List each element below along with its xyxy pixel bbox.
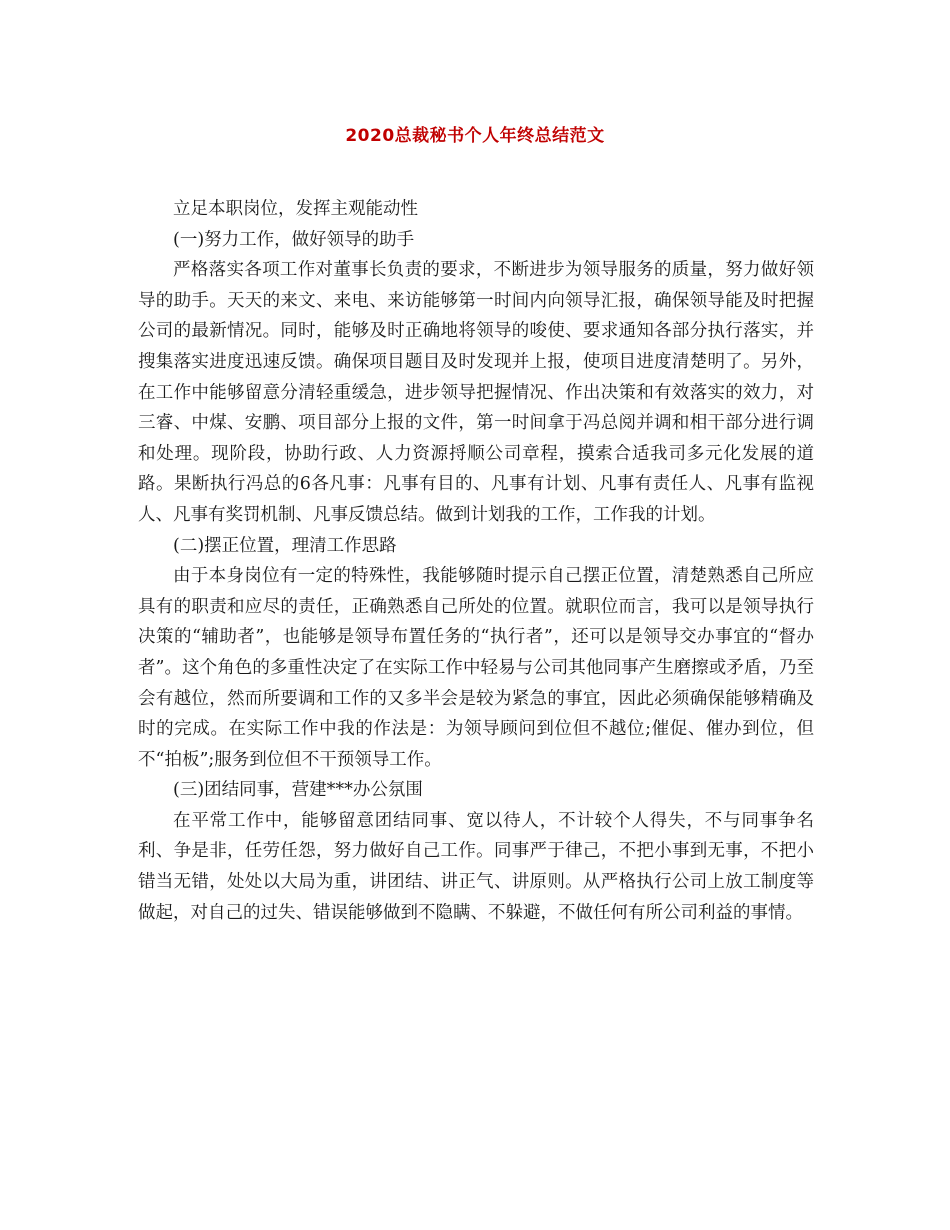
document-body xyxy=(138,194,814,928)
body-paragraph: 由于本身岗位有一定的特殊性，我能够随时提示自己摆正位置，清楚熟悉自己所应具有的职责和应尽的责任，正确熟悉自己所处的位置。就职位而言，我可以是领导执行决策的“辅助者”，也能够是领导布置任务的“执行者”，还可以是领导交办事宜的“督办者”。这个角色的多重性决定了在实际工作中轻易与公司其他同事产生磨擦或矛盾，乃至会有越位，然而所要调和工作的又多半会是较为紧急的事宜，因此必须确保能够精确及时的完成。在实际工作中我的作法是：为领导顾问到位但不越位;催促、催办到位，但不“拍板”;服务到位但不干预领导工作。 xyxy=(138,566,814,770)
document-title: 2020总裁秘书个人年终总结范文 xyxy=(345,126,605,146)
subsection-heading: (一)努力工作，做好领导的助手 xyxy=(173,229,415,250)
section-heading: 立足本职岗位，发挥主观能动性 xyxy=(173,199,418,219)
subsection-heading: (三)团结同事，营建***办公氛围 xyxy=(173,780,423,801)
subsection-heading: (二)摆正位置，理清工作思路 xyxy=(173,535,397,556)
body-paragraph: 严格落实各项工作对董事长负责的要求，不断进步为领导服务的质量，努力做好领导的助手。天天的来文、来电、来访能够第一时间内向领导汇报，确保领导能及时把握公司的最新情况。同时，能够及时正确地将领导的唆使、要求通知各部分执行落实，并搜集落实进度迅速反馈。确保项目题目及时发现并上报，使项目进度清楚明了。另外，在工作中能够留意分清轻重缓急，进步领导把握情况、作出决策和有效落实的效力，对三睿、中煤、安鹏、项目部分上报的文件，第一时间拿于冯总阅并调和相干部分进行调和处理。现阶段，协助行政、人力资源捋顺公司章程，摸索合适我司多元化发展的道路。果断执行冯总的6各凡事：凡事有目的、凡事有计划、凡事有责任人、凡事有监视人、凡事有奖罚机制、凡事反馈总结。做到计划我的工作，工作我的计划。 xyxy=(138,260,814,525)
body-paragraph: 在平常工作中，能够留意团结同事、宽以待人，不计较个人得失，不与同事争名利、争是非，任劳任怨，努力做好自己工作。同事严于律己，不把小事到无事，不把小错当无错，处处以大局为重，讲团结、讲正气、讲原则。从严格执行公司上放工制度等做起，对自己的过失、错误能够做到不隐瞒、不躲避，不做任何有所公司利益的事情。 xyxy=(138,810,814,923)
